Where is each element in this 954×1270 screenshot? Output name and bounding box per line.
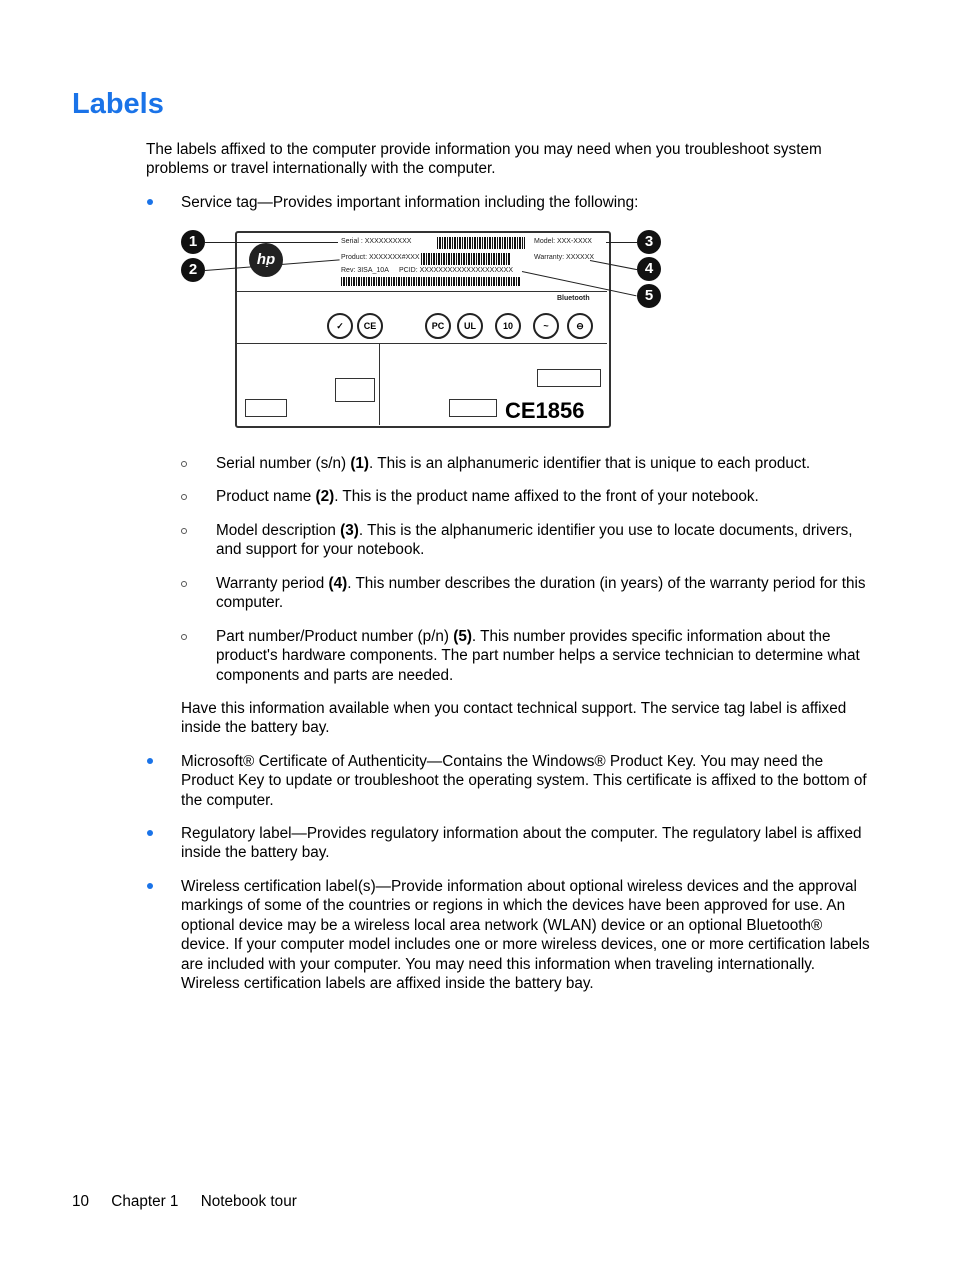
product-field: Product: XXXXXXX#XXX: [341, 254, 420, 261]
page-footer: [72, 1193, 315, 1211]
sub-bullet-icon: [181, 461, 187, 467]
sub-bullet-icon: [181, 528, 187, 534]
sub-item-model: Model description (3). This is the alphanumeric identifier you use to locate documents, drivers, and support for your notebook.: [216, 522, 853, 559]
callout-4: 4: [637, 257, 661, 281]
sub-item-product: Product name (2). This is the product name affixed to the front of your notebook.: [216, 488, 759, 505]
model-field: Model: XXX-XXXX: [534, 238, 592, 245]
label-divider: [237, 343, 607, 344]
cert-mark-icon: UL: [457, 313, 483, 339]
section-label: Notebook tour: [200, 1193, 297, 1210]
callout-1: 1: [181, 230, 205, 254]
sub-bullet-icon: [181, 494, 187, 500]
intro-paragraph: The labels affixed to the computer provide information you may need when you troubleshoot system problems or travel internationally with the computer.: [146, 141, 822, 178]
cert-mark-icon: ~: [533, 313, 559, 339]
ce-mark-icon: CE: [357, 313, 383, 339]
service-tag-note: Have this information available when you contact technical support. The service tag label is affixed inside the battery bay.: [181, 700, 847, 737]
cert-mark-icon: 10: [495, 313, 521, 339]
cert-box: [245, 399, 287, 417]
leader-line: [205, 242, 338, 243]
label-divider: [379, 343, 380, 425]
sub-bullet-icon: [181, 634, 187, 640]
pcid-barcode: [341, 277, 521, 286]
wireless-item: Wireless certification label(s)—Provide information about optional wireless devices and the approval markings of some of the countries or regions in which the devices have been approved for use. An optional device may be a wireless local area network (WLAN) device or an optional Bluetooth® device. If your computer model includes one or more wireless devices, one or more certification labels are included with your computer. You may need this information when traveling internationally. Wireless certification labels are affixed inside the battery bay.: [181, 878, 870, 993]
service-tag-figure: [178, 226, 668, 428]
product-barcode: [421, 253, 511, 265]
ce-1856-mark: CE1856: [505, 398, 585, 423]
callout-5: 5: [637, 284, 661, 308]
service-tag-item: Service tag—Provides important information including the following:: [181, 194, 639, 211]
cert-mark-icon: ✓: [327, 313, 353, 339]
sub-item-serial: Serial number (s/n) (1). This is an alphanumeric identifier that is unique to each product.: [216, 455, 811, 472]
cert-mark-icon: PC: [425, 313, 451, 339]
page-number: 10: [72, 1193, 90, 1210]
cert-box: [335, 378, 375, 402]
regulatory-item: Regulatory label—Provides regulatory information about the computer. The regulatory label is affixed inside the battery bay.: [181, 825, 862, 862]
coa-item: Microsoft® Certificate of Authenticity—Contains the Windows® Product Key. You may need the Product Key to update or troubleshoot the operating system. This certificate is affixed to the bottom of the computer.: [181, 753, 867, 809]
rev-field: Rev: 3ISA_10A: [341, 267, 389, 274]
leader-line: [606, 242, 637, 243]
callout-2: 2: [181, 258, 205, 282]
sub-item-part-number: Part number/Product number (p/n) (5). This number provides specific information about the product's hardware components. The part number helps a service technician to determine what components and parts are needed.: [216, 628, 860, 684]
label-divider: [237, 291, 607, 292]
serial-barcode: [437, 237, 525, 249]
cert-mark-icon: ⊖: [567, 313, 593, 339]
sub-item-warranty: Warranty period (4). This number describes the duration (in years) of the warranty period for this computer.: [216, 575, 866, 612]
warranty-field: Warranty: XXXXXX: [534, 254, 595, 261]
bullet-icon: [147, 758, 153, 764]
bluetooth-mark: Bluetooth: [557, 295, 590, 302]
callout-3: 3: [637, 230, 661, 254]
pcid-field: PCID: XXXXXXXXXXXXXXXXXXXX: [399, 267, 513, 274]
chapter-label: Chapter 1: [111, 1193, 179, 1210]
cert-box: [449, 399, 497, 417]
serial-field: Serial : XXXXXXXXXX: [341, 238, 412, 245]
page-title: Labels: [72, 88, 164, 120]
cert-box: [537, 369, 601, 387]
hp-logo: hp: [249, 243, 283, 277]
bullet-icon: [147, 199, 153, 205]
service-tag-label: [235, 231, 611, 428]
sub-bullet-icon: [181, 581, 187, 587]
bullet-icon: [147, 830, 153, 836]
bullet-icon: [147, 883, 153, 889]
